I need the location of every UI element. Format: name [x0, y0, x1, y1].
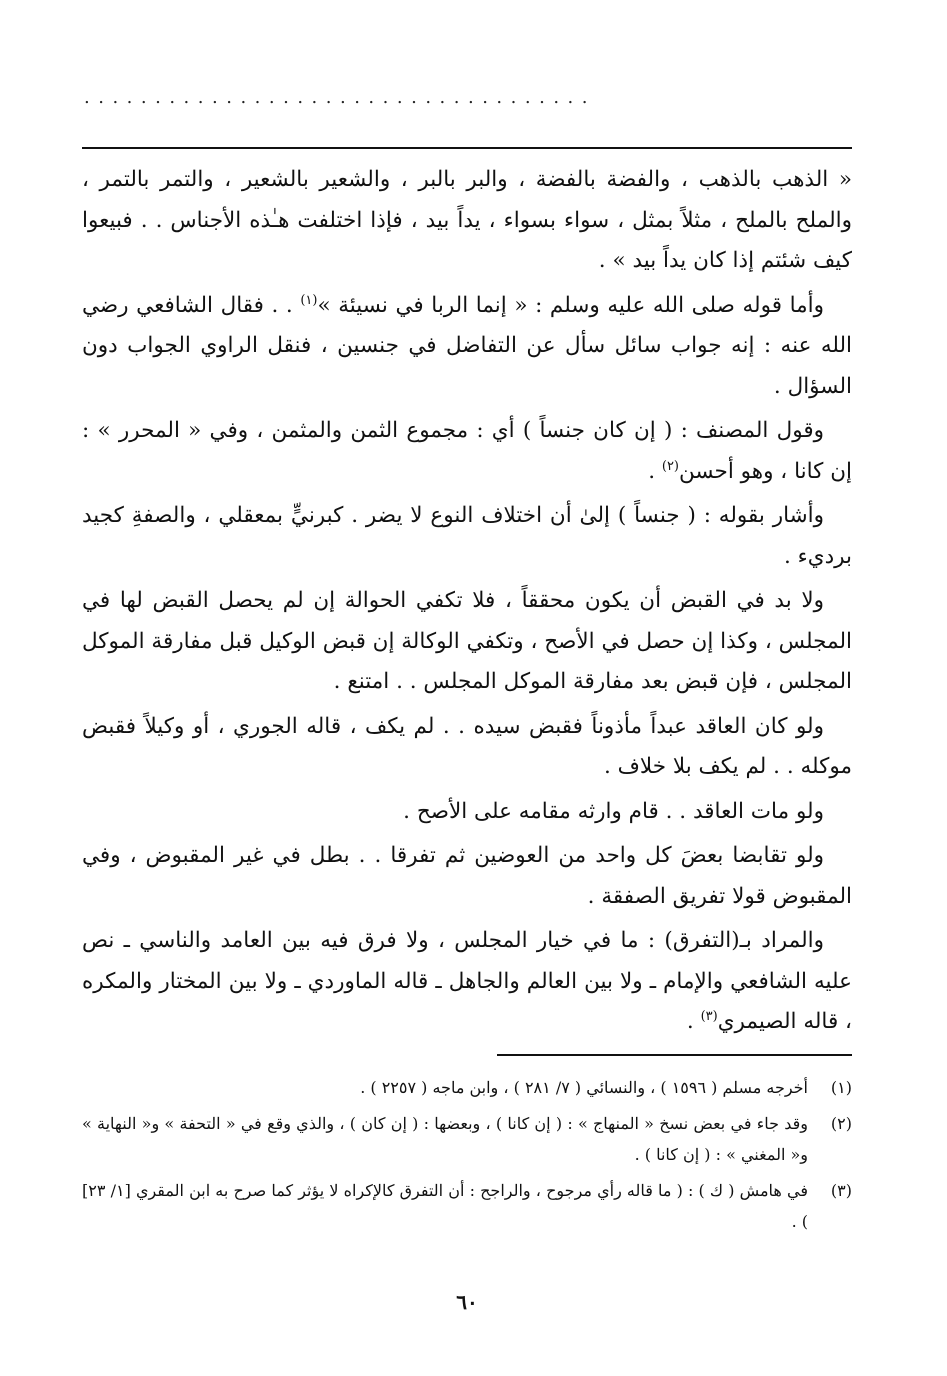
footnote-text: أخرجه مسلم ( ١٥٩٦ ) ، والنسائي ( ٧/ ٢٨١ ) ، وابن ماجه ( ٢٢٥٧ ) .	[360, 1078, 808, 1097]
main-text	[82, 160, 852, 1047]
paragraph-6: ولو كان العاقد عبداً مأذوناً فقبض سيده . . لم يكف ، قاله الجوري ، أو وكيلاً فقبض موكله . . لم يكف بلا خلاف .	[82, 713, 852, 779]
paragraph-8: ولو تقابضا بعضَ كل واحد من العوضين ثم تفرقا . . بطل في غير المقبوض ، وفي المقبوض قولا تفريق الصفقة .	[82, 843, 852, 909]
paragraph-2: وأما قوله صلى الله عليه وسلم : « إنما الربا في نسيئة »$^{(١)}$ . . فقال الشافعي رضي الله عنه : إنه جواب سائل سأل عن التفاضل في جنسين ، فنقل الراوي الجواب دون السؤال .	[82, 292, 852, 399]
footnote-1	[82, 1072, 852, 1103]
paragraph-7: ولو مات العاقد . . قام وارثه مقامه على الأصح .	[403, 798, 824, 824]
paragraph-5: ولا بد في القبض أن يكون محققاً ، فلا تكفي الحوالة إن لم يحصل القبض لها في المجلس ، وكذا إن حصل في الأصح ، وتكفي الوكالة إن قبض الوكيل قبل مفارقة الموكل المجلس ، فإن قبض بعد مفارقة الموكل المجلس . . امتنع .	[82, 588, 852, 694]
header-rule	[82, 147, 852, 149]
footnote-separator	[497, 1054, 852, 1056]
page-number: ٦٠	[456, 1290, 478, 1314]
paragraph-3: وقول المصنف : ( إن كان جنساً ) أي : مجموع الثمن والمثمن ، وفي « المحرر » : إن كانا ، وهو أحسن$^{(٢)}$ .	[82, 418, 852, 484]
footnote-text: في هامش ( ك ) : ( ما قاله رأي مرجوح ، والراجح : أن التفرق كالإكراه لا يؤثر كما صرح به ابن المقري [١/ ٢٣] ) .	[82, 1181, 808, 1231]
paragraph-4: وأشار بقوله : ( جنساً ) إلىٰ أن اختلاف النوع لا يضر . كبرنيٍّ بمعقلي ، والصفةِ كجيد برديء .	[82, 503, 852, 569]
footnote-ref-2: (٢)	[661, 458, 679, 474]
paragraph-9: والمراد بـ(التفرق) : ما في خيار المجلس ، ولا فرق فيه بين العامد والناسي ـ نص عليه الشافعي والإمام ـ ولا بين العالم والجاهل ـ قاله الماوردي ـ ولا بين المختار والمكره ، قاله الصيمري$^{(٣)}$ .	[82, 928, 852, 1034]
footnote-3	[82, 1175, 852, 1237]
footnote-number: (٣)	[830, 1181, 852, 1200]
footnotes	[82, 1072, 852, 1242]
footnote-text: وقد جاء في بعض نسخ « المنهاج » : ( إن كانا ) ، وبعضها : ( إن كان ) ، والذي وقع في « التحفة » و« النهاية » و« المغني » : ( إن كانا ) .	[82, 1114, 808, 1164]
header-dotted-line: ....................................	[84, 88, 596, 108]
paragraph-1: « الذهب بالذهب ، والفضة بالفضة ، والبر بالبر ، والشعير بالشعير ، والتمر بالتمر ، والملح بالملح ، مثلاً بمثل ، سواء بسواء ، يداً بيد ، فإذا اختلفت هـٰذه الأجناس . . فبيعوا كيف شئتم إذا كان يداً بيد » .	[82, 167, 852, 273]
book-page	[82, 0, 852, 1376]
footnote-ref-3: (٣)	[700, 1008, 718, 1024]
footnote-number: (٢)	[830, 1114, 852, 1133]
footnote-number: (١)	[830, 1078, 852, 1097]
footnote-2	[82, 1108, 852, 1170]
footnote-ref-1: (١)	[300, 292, 318, 308]
